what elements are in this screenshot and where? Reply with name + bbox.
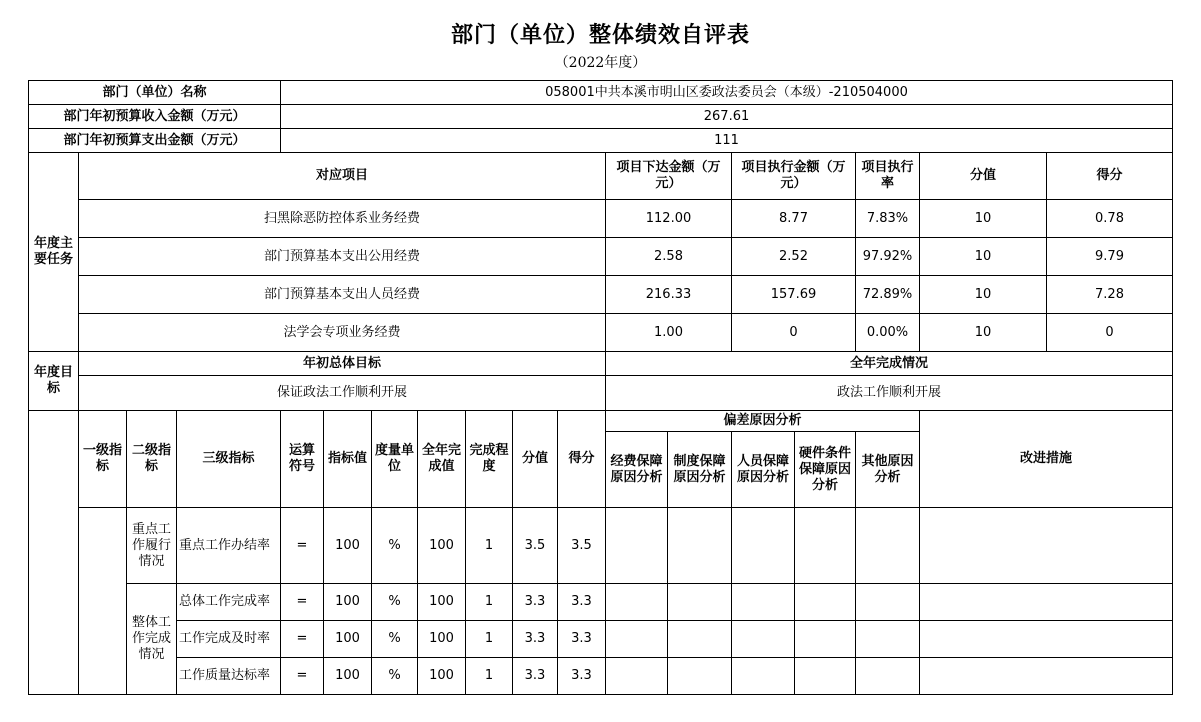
ind-actual: 100 — [418, 584, 466, 621]
income-label: 部门年初预算收入金额（万元） — [29, 105, 281, 129]
ind-unit: % — [372, 508, 418, 584]
tasks-header-score: 得分 — [1047, 153, 1173, 200]
ind-header-system: 制度保障原因分析 — [668, 432, 732, 508]
income-value: 267.61 — [281, 105, 1173, 129]
tasks-header-rate: 项目执行率 — [856, 153, 920, 200]
table-row — [29, 658, 1173, 695]
ind-header-funding: 经费保障原因分析 — [606, 432, 668, 508]
ind-score-value: 3.3 — [513, 584, 558, 621]
task-item: 部门预算基本支出人员经费 — [79, 276, 606, 314]
ind-system-cell — [668, 658, 732, 695]
ind-improve-cell — [920, 584, 1173, 621]
dept-name-label: 部门（单位）名称 — [29, 81, 281, 105]
ind-hardware-cell — [795, 584, 856, 621]
expense-value: 111 — [281, 129, 1173, 153]
ind-system-cell — [668, 621, 732, 658]
ind-hardware-cell — [795, 658, 856, 695]
ind-operator: = — [281, 658, 324, 695]
table-row — [29, 200, 1173, 238]
ind-operator: = — [281, 508, 324, 584]
goals-initial-value: 保证政法工作顺利开展 — [79, 376, 606, 411]
ind-other-cell — [856, 584, 920, 621]
task-exec: 0 — [732, 314, 856, 352]
ind-operator: = — [281, 584, 324, 621]
goals-completion-label: 全年完成情况 — [606, 352, 1173, 376]
task-exec: 2.52 — [732, 238, 856, 276]
task-score: 7.28 — [1047, 276, 1173, 314]
ind-funding-cell — [606, 508, 668, 584]
tasks-header-budget: 项目下达金额（万元） — [606, 153, 732, 200]
table-row — [29, 276, 1173, 314]
ind-score-value: 3.5 — [513, 508, 558, 584]
ind-improve-cell — [920, 621, 1173, 658]
ind-improve-cell — [920, 508, 1173, 584]
task-budget: 2.58 — [606, 238, 732, 276]
ind-header-personnel: 人员保障原因分析 — [732, 432, 795, 508]
task-budget: 216.33 — [606, 276, 732, 314]
ind-degree: 1 — [466, 584, 513, 621]
ind-level1-cell — [79, 508, 127, 695]
ind-target: 100 — [324, 658, 372, 695]
ind-target: 100 — [324, 621, 372, 658]
ind-operator: = — [281, 621, 324, 658]
ind-hardware-cell — [795, 621, 856, 658]
indicators-section-blank — [29, 411, 79, 695]
page-subtitle-year: （2022年度） — [554, 55, 647, 71]
expense-label: 部门年初预算支出金额（万元） — [29, 129, 281, 153]
tasks-header-exec: 项目执行金额（万元） — [732, 153, 856, 200]
ind-actual: 100 — [418, 621, 466, 658]
task-score-value: 10 — [920, 314, 1047, 352]
ind-funding-cell — [606, 658, 668, 695]
ind-other-cell — [856, 658, 920, 695]
task-rate: 7.83% — [856, 200, 920, 238]
ind-unit: % — [372, 621, 418, 658]
table-row — [29, 508, 1173, 584]
ind-funding-cell — [606, 584, 668, 621]
ind-score-value: 3.3 — [513, 658, 558, 695]
ind-header-improve: 改进措施 — [920, 411, 1173, 508]
ind-score: 3.3 — [558, 584, 606, 621]
task-item: 法学会专项业务经费 — [79, 314, 606, 352]
ind-degree: 1 — [466, 508, 513, 584]
tasks-header-score-value: 分值 — [920, 153, 1047, 200]
ind-score: 3.5 — [558, 508, 606, 584]
ind-header-hardware: 硬件条件保障原因分析 — [795, 432, 856, 508]
ind-hardware-cell — [795, 508, 856, 584]
ind-improve-cell — [920, 658, 1173, 695]
ind-level3: 工作质量达标率 — [177, 658, 281, 695]
ind-header-unit: 度量单位 — [372, 411, 418, 508]
task-score: 9.79 — [1047, 238, 1173, 276]
task-rate: 0.00% — [856, 314, 920, 352]
task-score-value: 10 — [920, 200, 1047, 238]
table-row — [29, 621, 1173, 658]
task-score-value: 10 — [920, 276, 1047, 314]
ind-personnel-cell — [732, 584, 795, 621]
ind-level3: 总体工作完成率 — [177, 584, 281, 621]
ind-personnel-cell — [732, 658, 795, 695]
ind-header-target: 指标值 — [324, 411, 372, 508]
ind-header-operator: 运算符号 — [281, 411, 324, 508]
goals-completion-value: 政法工作顺利开展 — [606, 376, 1173, 411]
table-row — [29, 314, 1173, 352]
ind-header-deviation: 偏差原因分析 — [606, 411, 920, 432]
goals-initial-label: 年初总体目标 — [79, 352, 606, 376]
page-title: 部门（单位）整体绩效自评表 — [450, 22, 750, 48]
ind-header-level3: 三级指标 — [177, 411, 281, 508]
ind-header-score-value: 分值 — [513, 411, 558, 508]
ind-target: 100 — [324, 584, 372, 621]
ind-score: 3.3 — [558, 658, 606, 695]
ind-unit: % — [372, 658, 418, 695]
evaluation-table — [28, 80, 1173, 695]
ind-level2: 重点工作履行情况 — [127, 508, 177, 584]
task-budget: 1.00 — [606, 314, 732, 352]
ind-header-degree: 完成程度 — [466, 411, 513, 508]
ind-personnel-cell — [732, 508, 795, 584]
task-score: 0 — [1047, 314, 1173, 352]
ind-funding-cell — [606, 621, 668, 658]
ind-target: 100 — [324, 508, 372, 584]
dept-name-value: 058001中共本溪市明山区委政法委员会（本级）-210504000 — [281, 81, 1173, 105]
ind-unit: % — [372, 584, 418, 621]
ind-degree: 1 — [466, 621, 513, 658]
ind-degree: 1 — [466, 658, 513, 695]
task-item: 部门预算基本支出公用经费 — [79, 238, 606, 276]
table-row — [29, 584, 1173, 621]
task-rate: 72.89% — [856, 276, 920, 314]
tasks-section-label: 年度主要任务 — [29, 153, 79, 352]
ind-other-cell — [856, 621, 920, 658]
ind-header-score: 得分 — [558, 411, 606, 508]
goals-section-label: 年度目标 — [29, 352, 79, 411]
task-budget: 112.00 — [606, 200, 732, 238]
task-item: 扫黑除恶防控体系业务经费 — [79, 200, 606, 238]
ind-level2: 整体工作完成情况 — [127, 584, 177, 695]
ind-score-value: 3.3 — [513, 621, 558, 658]
ind-header-other: 其他原因分析 — [856, 432, 920, 508]
tasks-header-item: 对应项目 — [79, 153, 606, 200]
ind-actual: 100 — [418, 658, 466, 695]
task-score-value: 10 — [920, 238, 1047, 276]
task-exec: 157.69 — [732, 276, 856, 314]
ind-score: 3.3 — [558, 621, 606, 658]
ind-header-level1: 一级指标 — [79, 411, 127, 508]
ind-system-cell — [668, 508, 732, 584]
task-score: 0.78 — [1047, 200, 1173, 238]
ind-other-cell — [856, 508, 920, 584]
ind-header-level2: 二级指标 — [127, 411, 177, 508]
task-exec: 8.77 — [732, 200, 856, 238]
ind-level3: 工作完成及时率 — [177, 621, 281, 658]
table-row — [29, 238, 1173, 276]
ind-actual: 100 — [418, 508, 466, 584]
ind-header-actual: 全年完成值 — [418, 411, 466, 508]
ind-level3: 重点工作办结率 — [177, 508, 281, 584]
ind-system-cell — [668, 584, 732, 621]
ind-personnel-cell — [732, 621, 795, 658]
task-rate: 97.92% — [856, 238, 920, 276]
